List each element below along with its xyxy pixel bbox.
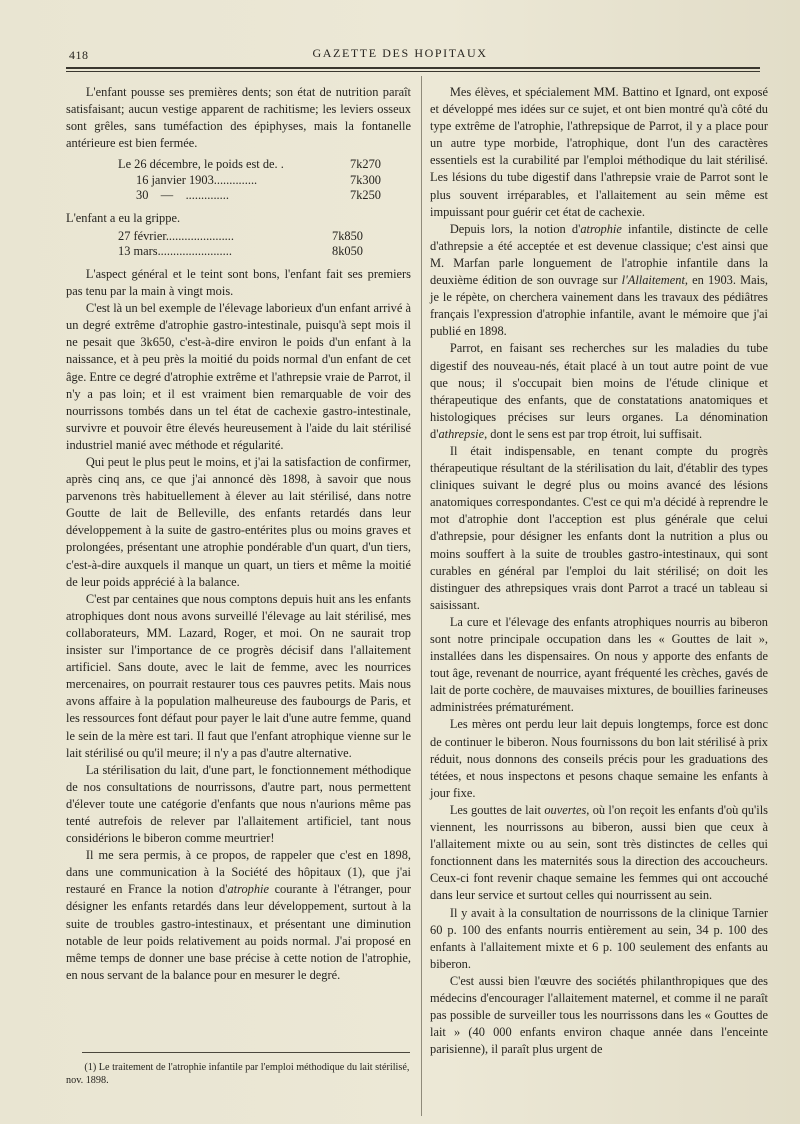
text-run: , dont le sens est par trop étroit, lui suffisait. bbox=[484, 426, 703, 441]
paragraph: Mes élèves, et spécialement MM. Battino et Ignard, ont exposé et développé mes idées sur ce sujet, et ont bien montré qu'à côté du type extrême de l'atrophie, l'athrepsique de Parrot, il y a place pour un autre type morbide, l'atrophique, dont l'un des caractères essentiels est la curabilité par l'emploi méthodique du lait stérilisé. Les lésions du tube digestif dans l'athrepsie vraie de Parrot sont le plus souvent irréparables, et l'allaitement au sein même est impuissant pour guérir cet état de cachexie. bbox=[430, 85, 768, 219]
header-rule-thin bbox=[66, 71, 760, 72]
column-divider bbox=[421, 76, 422, 1116]
weight-value: 7k850 bbox=[332, 228, 363, 243]
paragraph: Les mères ont perdu leur lait depuis longtemps, force est donc de continuer le biberon. Nous fournissons du bon lait stérilisé à prix réduit, nous donnons des conseils précis pour les graduations des tétées, et nous inspectons et pesons chaque semaine les enfants à jour fixe. bbox=[430, 717, 768, 800]
paragraph: Il était indispensable, en tenant compte du progrès thérapeutique résultant de la stérilisation du lait, d'établir des types cliniques suivant le degré plus ou moins avancé des lésions anatomiques correspondantes. C'est ce qui m'a décidé à reprendre le mot d'atrophie dont l'acception est plus générale que celui d'athrepsie, pour désigner les enfants dont la nutrition a plus ou moins souffert à la suite de troubles gastro-intestinaux, qui sont curables en général par l'emploi du lait stérilisé; on doit les distinguer des athrepsiques vrais dont Parrot a tracé un tableau si saisissant. bbox=[430, 443, 768, 612]
paragraph: C'est aussi bien l'œuvre des sociétés philanthropiques que des médecins d'encourager l'allaitement maternel, et comme il ne paraît pas possible de surveiller tous les nourrissons dans les « Gouttes de lait » (40 000 enfants environ chaque année dans l'enceinte parisienne), il paraît plus urgent de bbox=[430, 973, 768, 1057]
weight-value: 8k050 bbox=[332, 244, 363, 259]
paragraph: Il y avait à la consultation de nourrissons de la clinique Tarnier 60 p. 100 des enfants nourris entièrement au sein, 34 p. 100 des enfants à l'allaitement mixte et 6 p. 100 seulement des enfants au biberon. bbox=[430, 905, 768, 971]
weight-date: 30 — .............. bbox=[136, 188, 229, 203]
text-run: infantile, distincte de celle d'athrepsie a été acceptée et est devenue classique; c'est ainsi que M. Marfan parle longuement de l'atrophie infantile dans la deuxième édition de son ouvrage sur bbox=[430, 221, 768, 288]
footnote: (1) Le traitement de l'atrophie infantile par l'emploi méthodique du lait stérilisé, nov. 1898. bbox=[66, 1062, 410, 1086]
italic-term: athrepsie bbox=[438, 426, 485, 441]
weight-row bbox=[118, 173, 381, 189]
weight-date: 27 février...................... bbox=[118, 228, 234, 243]
running-head-title: GAZETTE DES HOPITAUX bbox=[312, 46, 488, 60]
weight-date: Le 26 décembre, le poids est de. . bbox=[118, 157, 284, 172]
weight-value: 7k270 bbox=[350, 157, 381, 172]
paragraph: La stérilisation du lait, d'une part, le fonctionnement méthodique de nos consultations de nourrissons, d'autre part, nous permettent d'élever toute une catégorie d'enfants que nous n'aurions même pas tenté autrefois de relever par l'allaitement artificiel, tant nous considérions le biberon comme meurtrier! bbox=[66, 762, 411, 846]
text-run: , où l'on reçoit les enfants d'où qu'ils viennent, les nourrissons au biberon, aussi bien que ceux à l'allaitement mixte ou au sein, sont très distinctes de celles qui fonctionnent dans les maternités sous la direction des accoucheurs. Ceux-ci font revenir chaque semaine les femmes qui ont accouché dans leur service et surtout celles qui nourrissent au sein. bbox=[430, 802, 768, 903]
weight-date: 13 mars........................ bbox=[118, 244, 232, 259]
left-column bbox=[66, 84, 411, 984]
weight-date: 16 janvier 1903.............. bbox=[136, 172, 258, 187]
weight-row bbox=[118, 188, 381, 204]
italic-term: atrophie bbox=[227, 882, 269, 897]
text-run: , en 1903. Mais, je le répète, on cherchera vainement dans les travaux des pédiâtres français l'expression d'atrophie infantile, avant le mémoire que j'ai publié en 1898. bbox=[430, 273, 769, 339]
paragraph: C'est là un bel exemple de l'élevage laborieux d'un enfant arrivé à un degré extrême d'atrophie gastro-intestinale, puisqu'à sept mois il ne pesait que 3k650, c'est-à-dire environ le poids d'un enfant à la naissance, et à peu près la moitié du poids normal d'un enfant de cet âge. Entre ce degré d'atrophie extrême et l'athrepsie vraie de Parrot, il n'y a pas loin; et il est vraiment bien remarquable de voir des nourrissons tombés dans un tel état de cachexie gastro-intestinale, survivre et pouvoir être élevés heureusement à l'aide du lait stérilisé industriel manié avec méthode et régularité. bbox=[66, 301, 411, 452]
right-column bbox=[430, 84, 768, 1058]
paragraph: L'enfant pousse ses premières dents; son état de nutrition paraît satisfaisant; aucun vestige apparent de rachitisme; les leviers osseux sont grêles, sans tuméfaction des épiphyses, mais la fontanelle antérieure est bien fermée. bbox=[66, 85, 411, 151]
text-run: Parrot, en faisant ses recherches sur les maladies du tube digestif des nouveau-nés, était placé à un tout autre point de vue que nous; il s'occupait bien moins de l'étude clinique et thérapeutique des enfants, que de constatations anatomiques et histologiques précises sur leurs organes. La dénomination d' bbox=[430, 341, 768, 441]
paragraph bbox=[66, 847, 411, 984]
italic-term: atrophie bbox=[580, 221, 622, 236]
text-run: Il me sera permis, à ce propos, de rappeler que c'est en 1898, dans une communication à la Société des hôpitaux (1), que j'ai restauré en France la notion d' bbox=[66, 848, 411, 897]
weight-value: 7k300 bbox=[350, 172, 381, 187]
footnote-rule bbox=[82, 1052, 410, 1053]
text-run: Depuis lors, la notion d' bbox=[449, 221, 581, 236]
weight-row bbox=[118, 157, 381, 173]
paragraph: Qui peut le plus peut le moins, et j'ai la satisfaction de confirmer, après cinq ans, ce que j'ai annoncé dès 1898, à savoir que nous parvenons très habituellement à élever au lait stérilisé, dans notre Goutte de lait de Belleville, des enfants retardés dans leur développement à la suite de gastro-entérites plus ou moins graves et prolongées, présentant une atrophie pondérable d'un quart, d'un tiers, c'est-à-dire auxquels il manque un quart, un tiers et même la moitié de leur poids apprécié à la balance. bbox=[66, 455, 411, 589]
paragraph: C'est par centaines que nous comptons depuis huit ans les enfants atrophiques dont nous avons surveillé l'élevage au lait stérilisé, mes collaborateurs, MM. Lazard, Roger, et moi. On ne saurait trop insister sur l'importance de ce progrès décisif dans l'allaitement artificiel. Sans doute, avec le lait de femme, avec les nourrices mercenaires, on pourrait restaurer tous ces pauvres petits. Mais nous avons affaire à la population malheureuse des faubourgs de Paris, et les ressources font défaut pour payer le lait d'une autre femme, quand le sein de la mère est tari. Il faut que l'enfant atrophique vienne sur le lait stérilisé ou qu'il meure; il n'y a pas d'autre alternative. bbox=[66, 591, 411, 760]
italic-term: l'Allaitement bbox=[621, 273, 685, 288]
italic-term: ouvertes bbox=[544, 802, 587, 817]
weight-table-a bbox=[118, 157, 381, 204]
paragraph: La cure et l'élevage des enfants atrophiques nourris au biberon sont notre principale occupation dans les « Gouttes de lait », installées dans les dispensaires. On nous y apporte des enfants de tout âge, revenant de nourrice, ayant fréquenté les crèches, gavés de lait de porte cochère, de mauvaises mixtures, de bouillies farineuses administrées prématurément. bbox=[430, 614, 768, 715]
weight-row bbox=[118, 229, 363, 245]
page-number: 418 bbox=[69, 48, 89, 62]
weight-table-b bbox=[118, 229, 363, 260]
weight-value: 7k250 bbox=[350, 188, 381, 203]
text-run: courante à l'étranger, pour désigner les enfants retardés dans leur développement, surtout à la suite de troubles gastro-intestinaux, et présentant une diminution notable de leur poids relativement au poids normal. J'ai proposé en même temps de donner une base précise à cette notion de l'atrophie, en nous servant de la balance pour en mesurer le degré. bbox=[66, 882, 411, 982]
grippe-note: L'enfant a eu la grippe. bbox=[66, 210, 181, 225]
paragraph bbox=[430, 802, 768, 905]
paragraph bbox=[430, 221, 768, 341]
paragraph: L'aspect général et le teint sont bons, l'enfant fait ses premiers pas tenu par la main à vingt mois. bbox=[66, 266, 411, 299]
text-run: Les gouttes de lait bbox=[449, 802, 545, 817]
header-rule-thick bbox=[66, 67, 760, 69]
weight-row bbox=[118, 244, 363, 260]
paragraph bbox=[430, 340, 768, 443]
